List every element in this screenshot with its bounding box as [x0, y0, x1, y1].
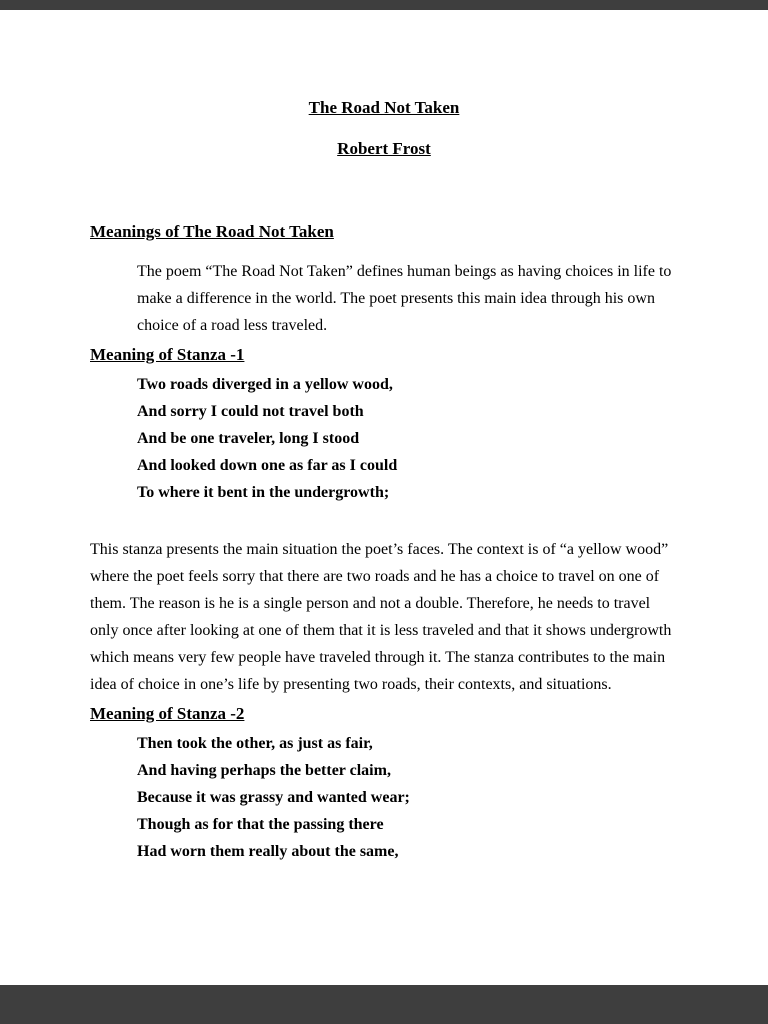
viewer-bottom-bar — [0, 985, 768, 1024]
stanza-line: And looked down one as far as I could — [137, 457, 398, 474]
stanza-line: Because it was grassy and wanted wear; — [137, 789, 410, 806]
stanza-2 — [137, 730, 678, 865]
intro-paragraph: The poem “The Road Not Taken” defines human beings as having choices in life to make a difference in the world. The poet presents this main idea through his own choice of a road less traveled. — [137, 263, 672, 334]
document-author: Robert Frost — [337, 139, 431, 158]
stanza-line: To where it bent in the undergrowth; — [137, 484, 390, 501]
heading-stanza-2: Meaning of Stanza -2 — [90, 704, 245, 723]
stanza-line: Two roads diverged in a yellow wood, — [137, 376, 393, 393]
stanza-line: Then took the other, as just as fair, — [137, 735, 373, 752]
stanza-line: Had worn them really about the same, — [137, 843, 399, 860]
stanza-1 — [137, 371, 678, 506]
heading-stanza-1: Meaning of Stanza -1 — [90, 345, 245, 364]
document-content — [0, 10, 768, 865]
document-title: The Road Not Taken — [308, 98, 460, 117]
document-page — [0, 10, 768, 985]
stanza-line: And be one traveler, long I stood — [137, 430, 360, 447]
stanza-1-analysis: This stanza presents the main situation the poet’s faces. The context is of “a yellow wood” where the poet feels sorry that there are two roads and he has a choice to travel on one of them. The reason is he is a single person and not a double. Therefore, he needs to travel only once after looking at one of them that it is less traveled and that it shows undergrowth which means very few people have traveled through it. The stanza contributes to the main idea of choice in one’s life by presenting two roads, their contexts, and situations. — [90, 541, 672, 693]
stanza-line: Though as for that the passing there — [137, 816, 384, 833]
heading-meanings: Meanings of The Road Not Taken — [90, 222, 334, 241]
viewer-top-bar — [0, 0, 768, 10]
stanza-line: And sorry I could not travel both — [137, 403, 364, 420]
stanza-line: And having perhaps the better claim, — [137, 762, 391, 779]
